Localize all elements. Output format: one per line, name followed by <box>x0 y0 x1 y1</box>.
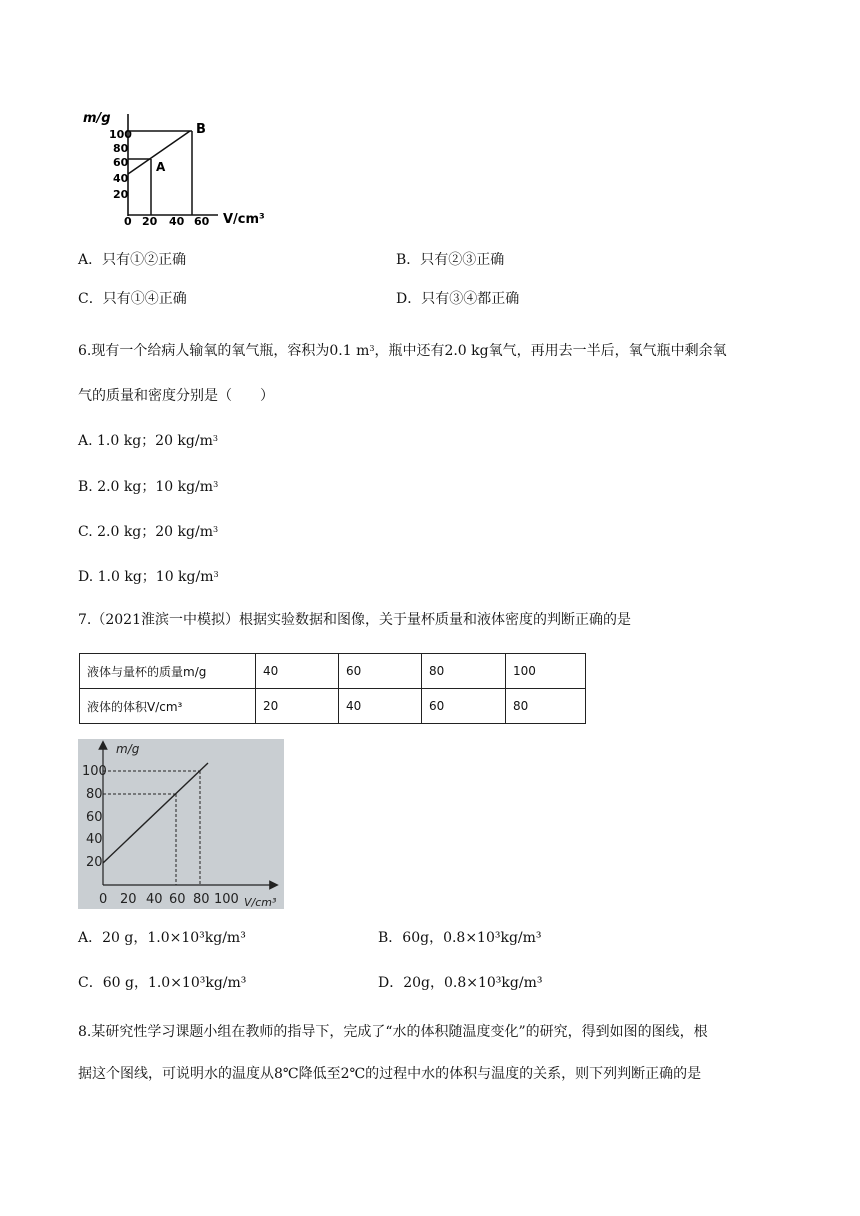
q7-graph-x-tick: 40 <box>146 892 163 907</box>
q6-option-a <box>78 431 218 451</box>
q7-graph-y-tick: 80 <box>86 787 103 802</box>
q5-graph-y-tick: 40 <box>113 172 129 185</box>
q7-graph-photo <box>78 739 284 909</box>
table-row-header: 液体的体积V/cm³ <box>80 689 256 724</box>
q5-graph-x-tick: 40 <box>169 215 185 228</box>
q6-stem-mass: 2.0 kg <box>444 343 489 359</box>
q7-graph-x-tick: 80 <box>193 892 210 907</box>
q7-graph-y-label: m/g <box>116 742 140 756</box>
q5-graph-point-a: A <box>156 160 166 174</box>
q6-sup: 3 <box>212 525 219 534</box>
q7-graph-x-label: V/cm³ <box>244 896 277 909</box>
q6-sup: 3 <box>213 570 219 579</box>
table-cell: 40 <box>339 689 422 724</box>
q6-option-c-text: C. 2.0 kg；20 kg/m <box>78 524 213 540</box>
table-row-header: 液体与量杯的质量m/g <box>80 654 256 689</box>
q6-stem-mid: ，瓶中还有 <box>374 343 445 359</box>
q7-graph-y-tick: 20 <box>86 855 103 870</box>
q7-stem: 7.（2021淮滨一中模拟）根据实验数据和图像，关于量杯质量和液体密度的判断正确的是 <box>78 612 631 628</box>
q7-option-a: A．20 g，1.0×10³kg/m³ <box>78 930 246 946</box>
q5-option-a: A．只有①②正确 <box>78 252 187 268</box>
q6-option-b <box>78 477 218 497</box>
q5-option-d: D．只有③④都正确 <box>396 291 520 307</box>
q7-graph-x-tick: 60 <box>169 892 186 907</box>
q6-stem-pre: 6.现有一个给病人输氧的氧气瓶，容积为 <box>78 343 330 359</box>
q6-sup: 3 <box>369 344 375 353</box>
q7-graph-x-tick: 20 <box>120 892 137 907</box>
q5-option-b: B．只有②③正确 <box>396 252 505 268</box>
q7-option-d: D．20g，0.8×10³kg/m³ <box>378 975 543 991</box>
table-cell: 20 <box>256 689 339 724</box>
q5-graph-y-tick: 80 <box>113 142 129 155</box>
q6-option-d-text: D. 1.0 kg；10 kg/m <box>78 569 214 585</box>
q7-graph-data-line <box>103 763 208 863</box>
q6-stem-line1 <box>78 341 727 361</box>
q7-graph-y-tick: 60 <box>86 810 103 825</box>
table-row <box>80 654 586 689</box>
table-cell: 60 <box>339 654 422 689</box>
table-cell: 80 <box>506 689 586 724</box>
q6-sup: 3 <box>213 480 219 489</box>
q5-graph-point-b: B <box>196 122 206 137</box>
q6-option-d <box>78 567 219 587</box>
q8-stem-line1: 8.某研究性学习课题小组在教师的指导下，完成了“水的体积随温度变化”的研究，得到如图的图线，根 <box>78 1024 708 1040</box>
q7-graph-y-tick: 40 <box>86 832 103 847</box>
table-cell: 80 <box>422 654 506 689</box>
q6-option-b-text: B. 2.0 kg；10 kg/m <box>78 479 214 495</box>
q5-graph-y-tick: 60 <box>113 156 129 169</box>
q7-graph-y-tick: 100 <box>82 764 107 779</box>
q7-option-c: C．60 g，1.0×10³kg/m³ <box>78 975 247 991</box>
q5-graph-y-label: m/g <box>83 111 111 126</box>
q6-sup: 3 <box>212 434 218 443</box>
table-cell: 100 <box>506 654 586 689</box>
q7-graph <box>78 739 284 909</box>
q5-graph-x-tick: 60 <box>194 215 210 228</box>
q5-graph-y-tick: 100 <box>109 128 132 141</box>
q8-stem-line2: 据这个图线，可说明水的温度从8℃降低至2℃的过程中水的体积与温度的关系，则下列判断正确的是 <box>78 1066 702 1082</box>
q5-graph-x-tick: 20 <box>142 215 158 228</box>
q5-graph-y-tick: 20 <box>113 188 129 201</box>
q5-option-c: C．只有①④正确 <box>78 291 187 307</box>
q6-stem-volume: 0.1 m <box>329 343 370 359</box>
q7-graph-x-tick: 0 <box>99 892 108 907</box>
q6-option-a-text: A. 1.0 kg；20 kg/m <box>78 433 213 449</box>
q6-stem-line2: 气的质量和密度分别是（ ） <box>78 388 274 404</box>
q5-graph-x-tick: 0 <box>124 215 132 228</box>
q7-graph-x-tick: 100 <box>214 892 239 907</box>
q6-option-c <box>78 522 218 542</box>
q7-data-table <box>79 653 586 724</box>
q5-graph <box>80 108 300 230</box>
table-row <box>80 689 586 724</box>
q6-stem-post: 氧气，再用去一半后，氧气瓶中剩余氧 <box>488 343 727 359</box>
q7-option-b: B．60g，0.8×10³kg/m³ <box>378 930 542 946</box>
q5-graph-x-label: V/cm³ <box>223 212 265 227</box>
table-cell: 40 <box>256 654 339 689</box>
table-cell: 60 <box>422 689 506 724</box>
